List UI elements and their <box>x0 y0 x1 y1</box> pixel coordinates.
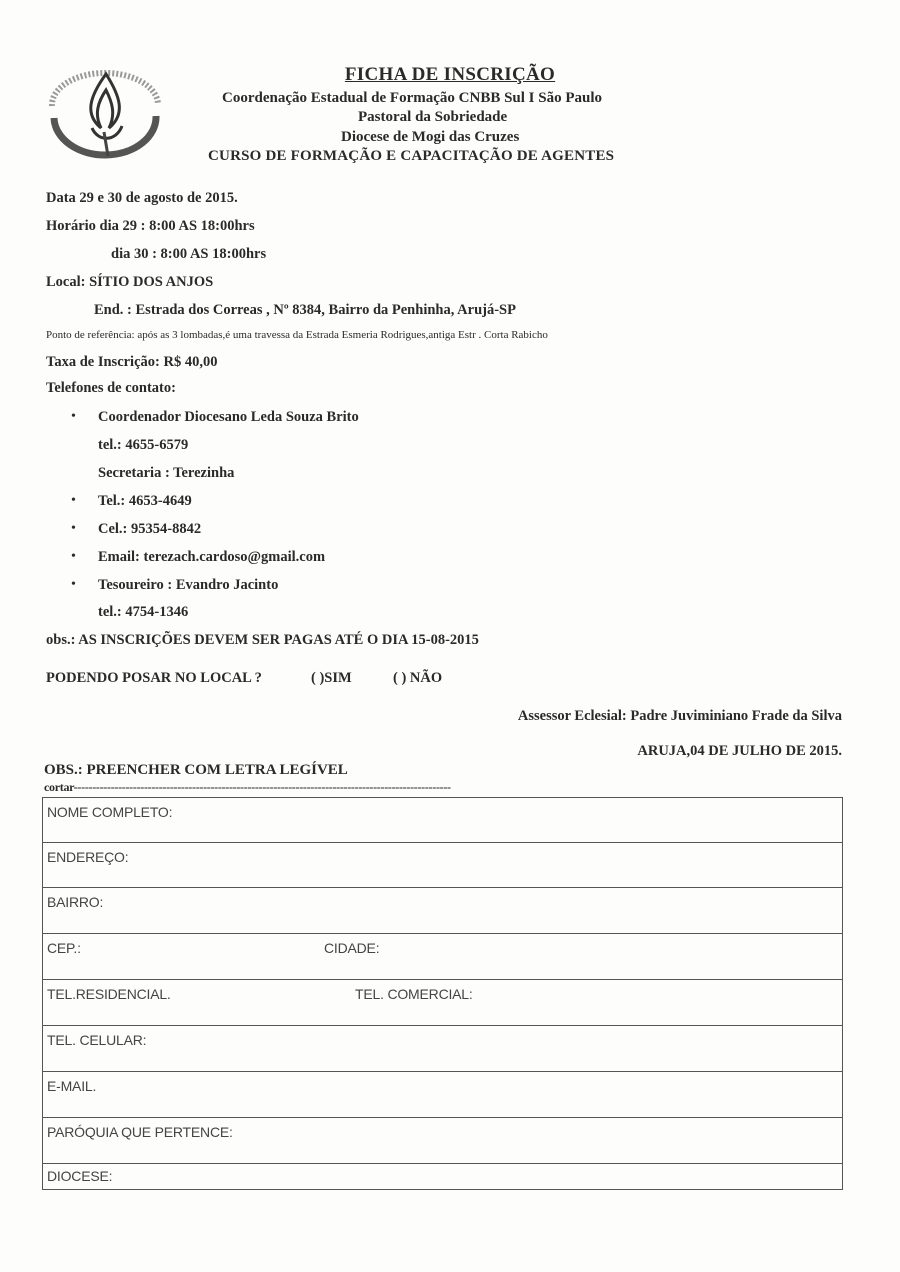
neighborhood-label: BAIRRO: <box>47 894 104 910</box>
cut-line: cortar------------------------------------------------------------------------------------------------------ <box>44 780 451 794</box>
parish-label: PARÓQUIA QUE PERTENCE: <box>47 1124 233 1140</box>
bullet-icon: • <box>71 577 76 592</box>
place-and-date: ARUJA,04 DE JULHO DE 2015. <box>637 743 842 759</box>
diocese-label: DIOCESE: <box>47 1168 113 1184</box>
home-phone-label: TEL.RESIDENCIAL. <box>47 986 171 1002</box>
full-name-label: NOME COMPLETO: <box>47 804 173 820</box>
registration-form <box>42 797 843 1190</box>
contact-treasurer: Tesoureiro : Evandro Jacinto <box>98 577 279 593</box>
stay-question: PODENDO POSAR NO LOCAL ? <box>46 670 262 686</box>
contact-email: Email: terezach.cardoso@gmail.com <box>98 549 326 565</box>
event-date: Data 29 e 30 de agosto de 2015. <box>46 190 238 206</box>
bullet-icon: • <box>71 493 76 508</box>
fill-legibly-note: OBS.: PREENCHER COM LETRA LEGÍVEL <box>44 762 348 778</box>
bullet-icon: • <box>71 409 76 424</box>
form-row-email[interactable] <box>43 1072 842 1118</box>
form-row-diocese[interactable] <box>43 1164 842 1189</box>
form-row-neighborhood[interactable] <box>43 888 842 934</box>
contacts-heading: Telefones de contato: <box>46 380 176 396</box>
cell-phone-label: TEL. CELULAR: <box>47 1032 147 1048</box>
form-row-zip-city[interactable] <box>43 934 842 980</box>
course-line: CURSO DE FORMAÇÃO E CAPACITAÇÃO DE AGENTES <box>208 148 615 164</box>
email-label: E-MAIL. <box>47 1078 97 1094</box>
contact-secretary-phone: Tel.: 4653-4649 <box>98 493 192 509</box>
event-address: End. : Estrada dos Correas , Nº 8384, Bairro da Penhinha, Arujá-SP <box>94 302 516 318</box>
option-yes[interactable]: ( )SIM <box>311 670 352 686</box>
work-phone-label: TEL. COMERCIAL: <box>355 986 473 1002</box>
form-row-cell[interactable] <box>43 1026 842 1072</box>
registration-fee: Taxa de Inscrição: R$ 40,00 <box>46 354 218 370</box>
option-no[interactable]: ( ) NÃO <box>393 670 443 686</box>
contact-secretary: Secretaria : Terezinha <box>98 465 235 481</box>
ecclesial-advisor: Assessor Eclesial: Padre Juviminiano Frade da Silva <box>517 708 842 724</box>
city-label: CIDADE: <box>324 940 380 956</box>
contact-coordinator: Coordenador Diocesano Leda Souza Brito <box>98 409 359 425</box>
form-title: FICHA DE INSCRIÇÃO <box>344 64 556 85</box>
reference-point: Ponto de referência: após as 3 lombadas,é uma travessa da Estrada Esmeria Rodrigues,antiga Estr . Corta Rabicho <box>46 329 548 341</box>
form-row-parish[interactable] <box>43 1118 842 1164</box>
contact-secretary-cell: Cel.: 95354-8842 <box>98 521 202 537</box>
payment-deadline-note: obs.: AS INSCRIÇÕES DEVEM SER PAGAS ATÉ O DIA 15-08-2015 <box>46 632 479 648</box>
contact-coordinator-phone: tel.: 4655-6579 <box>98 437 189 453</box>
form-row-phones[interactable] <box>43 980 842 1026</box>
address-label: ENDEREÇO: <box>47 849 129 865</box>
diocese-line: Diocese de Mogi das Cruzes <box>341 129 520 145</box>
zip-label: CEP.: <box>47 940 81 956</box>
bullet-icon: • <box>71 521 76 536</box>
organization-line: Coordenação Estadual de Formação CNBB Sul I São Paulo <box>222 90 603 106</box>
schedule-day-29: Horário dia 29 : 8:00 AS 18:00hrs <box>46 218 255 234</box>
bullet-icon: • <box>71 549 76 564</box>
form-row-address[interactable] <box>43 843 842 888</box>
form-row-name[interactable] <box>43 798 842 843</box>
contact-treasurer-phone: tel.: 4754-1346 <box>98 604 189 620</box>
event-location: Local: SÍTIO DOS ANJOS <box>46 274 214 290</box>
schedule-day-30: dia 30 : 8:00 AS 18:00hrs <box>111 246 267 262</box>
pastoral-line: Pastoral da Sobriedade <box>358 109 508 125</box>
